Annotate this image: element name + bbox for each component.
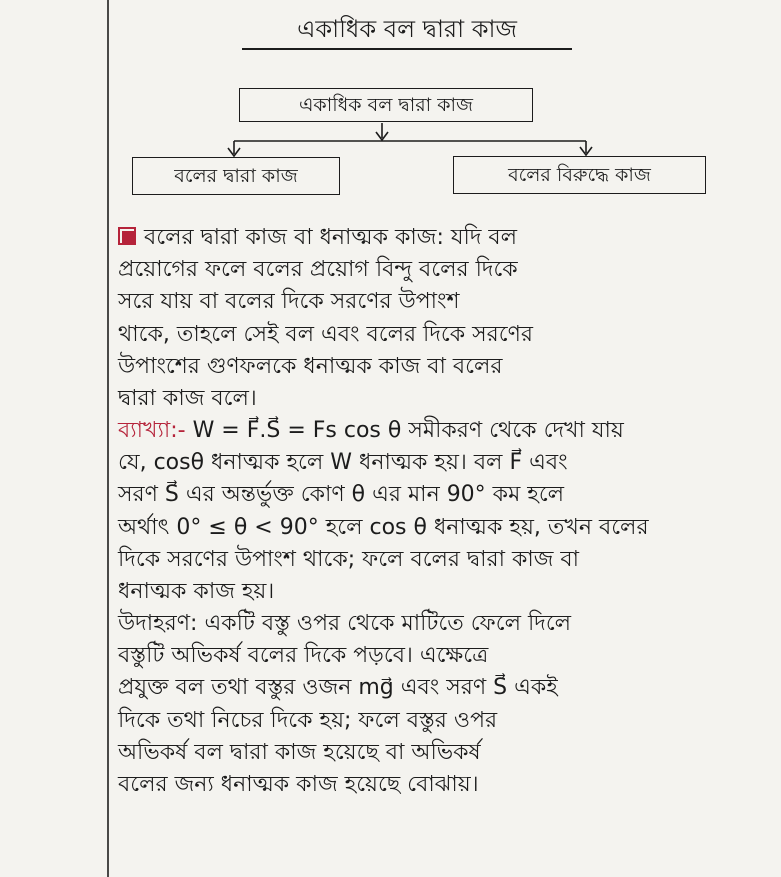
- example-line: অভিকর্ষ বল দ্বারা কাজ হয়েছে বা অভিকর্ষ: [118, 739, 481, 765]
- example-label: উদাহরণ:: [118, 611, 198, 636]
- example-line: প্রযুক্ত বল তথা বস্তুর ওজন mg⃗ এবং সরণ S⃗ একই: [118, 675, 558, 701]
- definition-line: দ্বারা কাজ বলে।: [118, 386, 257, 412]
- bullet-icon: [118, 227, 138, 247]
- explanation-line: অর্থাৎ 0° ≤ θ < 90° হলে cos θ ধনাত্মক হয়, তখন বলের: [118, 514, 649, 540]
- explanation-line: সরণ S⃗ এর অন্তর্ভুক্ত কোণ θ এর মান 90° কম হলে: [118, 482, 565, 508]
- definition-line: বলের দ্বারা কাজ বা ধনাত্মক কাজ: যদি বল: [118, 222, 778, 254]
- definition-line: থাকে, তাহলে সেই বল এবং বলের দিকে সরণের: [118, 321, 534, 347]
- example-line: উদাহরণ: একটি বস্তু ওপর থেকে মাটিতে ফেলে দিলে: [118, 611, 572, 636]
- diagram-left-box: বলের দ্বারা কাজ: [132, 157, 340, 195]
- diagram-right-box: বলের বিরুদ্ধে কাজ: [453, 156, 706, 194]
- margin-line: [107, 0, 109, 877]
- explanation-line: যে, cosθ ধনাত্মক হলে W ধনাত্মক হয়। বল F⃗ এবং: [118, 450, 568, 476]
- diagram-root-box: একাধিক বল দ্বারা কাজ: [239, 88, 533, 122]
- example-paragraph: [118, 608, 778, 801]
- note-content: [112, 0, 777, 877]
- explanation-line: দিকে সরণের উপাংশ থাকে; ফলে বলের দ্বারা কাজ বা: [118, 546, 580, 572]
- definition-line: প্রয়োগের ফলে বলের প্রয়োগ বিন্দু বলের দিকে: [118, 257, 518, 283]
- explanation-paragraph: [118, 415, 778, 608]
- definition-line: সরে যায় বা বলের দিকে সরণের উপাংশ: [118, 289, 460, 315]
- example-line: দিকে তথা নিচের দিকে হয়; ফলে বস্তুর ওপর: [118, 707, 498, 733]
- explanation-label: ব্যাখ্যা:-: [118, 418, 186, 443]
- definition-line: উপাংশের গুণফলকে ধনাত্মক কাজ বা বলের: [118, 353, 503, 379]
- definition-paragraph: [118, 222, 778, 415]
- example-line: বস্তুটি অভিকর্ষ বলের দিকে পড়বে। এক্ষেত্রে: [118, 643, 489, 669]
- page-title: একাধিক বল দ্বারা কাজ: [242, 12, 572, 50]
- explanation-line: ধনাত্মক কাজ হয়।: [118, 579, 275, 605]
- example-line: বলের জন্য ধনাত্মক কাজ হয়েছে বোঝায়।: [118, 772, 479, 798]
- explanation-line: ব্যাখ্যা:- W = F⃗.S⃗ = Fs cos θ সমীকরণ থেকে দেখা যায়: [118, 418, 624, 443]
